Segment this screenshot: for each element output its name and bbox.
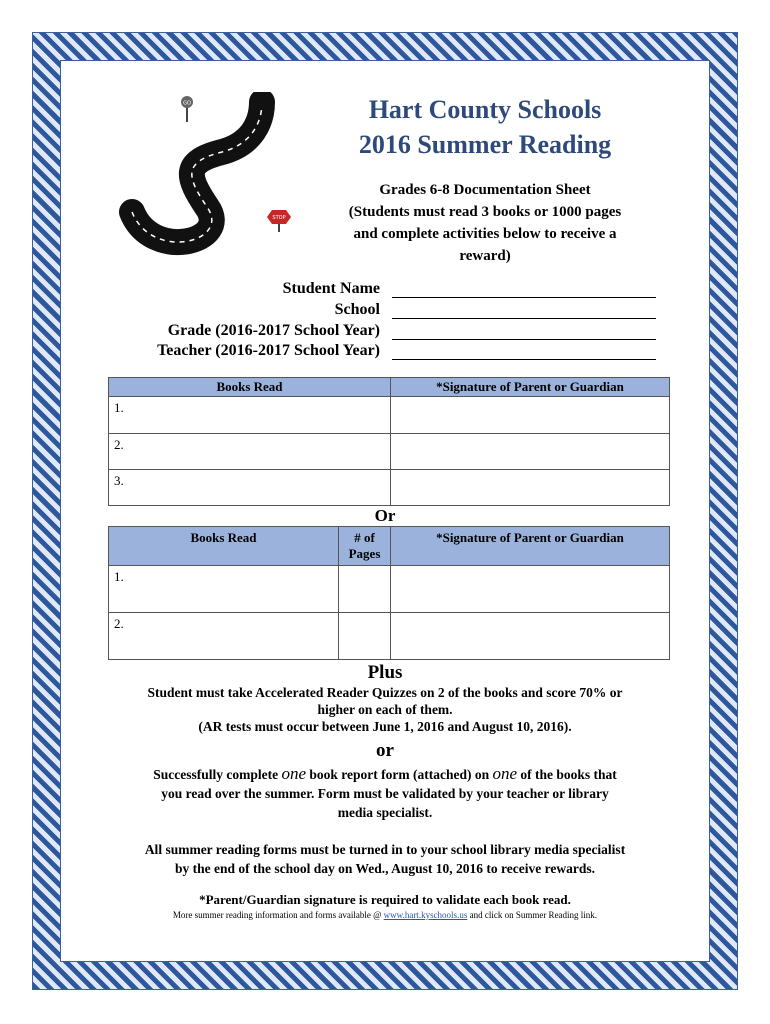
ar-requirement (80, 684, 690, 735)
website-link[interactable]: www.hart.kyschools.us (383, 910, 468, 920)
forms-line-2: by the end of the school day on Wed., August 10, 2016 to receive rewards. (174, 861, 595, 876)
teacher-field[interactable] (392, 343, 656, 360)
signature-1-cell[interactable] (391, 397, 670, 434)
report-line-2: you read over the summer. Form must be validated by your teacher or library (161, 786, 609, 801)
school-label: School (334, 301, 380, 318)
ar-line-1: Student must take Accelerated Reader Quizzes on 2 of the books and score 70% or (147, 685, 623, 700)
grade-label: Grade (2016-2017 School Year) (167, 322, 380, 339)
pages-read-table (108, 526, 670, 660)
pages-signature-1-cell[interactable] (391, 566, 670, 613)
title-line-2: 2016 Summer Reading (358, 130, 612, 159)
signature-3-cell[interactable] (391, 470, 670, 506)
book-report-option (80, 764, 690, 822)
subheading-line-4: reward) (459, 248, 511, 264)
report-line-1: Successfully complete one book report form (attached) on one of the books that (153, 764, 617, 783)
col-signature: *Signature of Parent or Guardian (391, 378, 670, 397)
or-heading: or (376, 740, 394, 761)
pages-signature-2-cell[interactable] (391, 613, 670, 660)
plus-heading: Plus (367, 662, 403, 683)
stop-sign-text: STOP (272, 215, 286, 221)
forms-deadline (80, 840, 690, 878)
ar-line-2: higher on each of them. (317, 702, 453, 717)
pages-book-1-cell[interactable]: 1. (109, 566, 339, 613)
col-books-read-2: Books Read (109, 527, 339, 566)
books-read-table (108, 377, 670, 506)
book-1-cell[interactable]: 1. (109, 397, 391, 434)
col-pages: # of Pages (339, 527, 391, 566)
signature-2-cell[interactable] (391, 434, 670, 470)
or-separator: Or (374, 506, 396, 525)
subheading-line-1: Grades 6-8 Documentation Sheet (379, 182, 591, 198)
book-3-cell[interactable]: 3. (109, 470, 391, 506)
title-line-1: Hart County Schools (368, 95, 602, 124)
pages-book-2-cell[interactable]: 2. (109, 613, 339, 660)
pages-count-1-cell[interactable] (339, 566, 391, 613)
school-field[interactable] (392, 302, 656, 319)
student-name-field[interactable] (392, 281, 656, 298)
book-2-cell[interactable]: 2. (109, 434, 391, 470)
ar-line-3: (AR tests must occur between June 1, 2016 and August 10, 2016). (198, 719, 572, 734)
subheading-line-3: and complete activities below to receive a (353, 226, 617, 242)
subheading (318, 179, 652, 267)
footer-note (80, 910, 690, 920)
subheading-line-2: (Students must read 3 books or 1000 pages (348, 204, 622, 220)
footer-text-end: and click on Summer Reading link. (467, 910, 598, 920)
signature-note: *Parent/Guardian signature is required to validate each book read. (199, 892, 571, 907)
grade-field[interactable] (392, 323, 656, 340)
col-books-read: Books Read (109, 378, 391, 397)
pages-count-2-cell[interactable] (339, 613, 391, 660)
footer-text: More summer reading information and forms available @ (172, 910, 384, 920)
student-name-label: Student Name (282, 280, 380, 297)
teacher-label: Teacher (2016-2017 School Year) (157, 342, 380, 359)
report-line-3: media specialist. (337, 805, 433, 820)
go-sign-text: GO (183, 100, 191, 107)
forms-line-1: All summer reading forms must be turned in to your school library media specialist (144, 842, 626, 857)
col-signature-2: *Signature of Parent or Guardian (391, 527, 670, 566)
road-illustration (112, 92, 312, 262)
